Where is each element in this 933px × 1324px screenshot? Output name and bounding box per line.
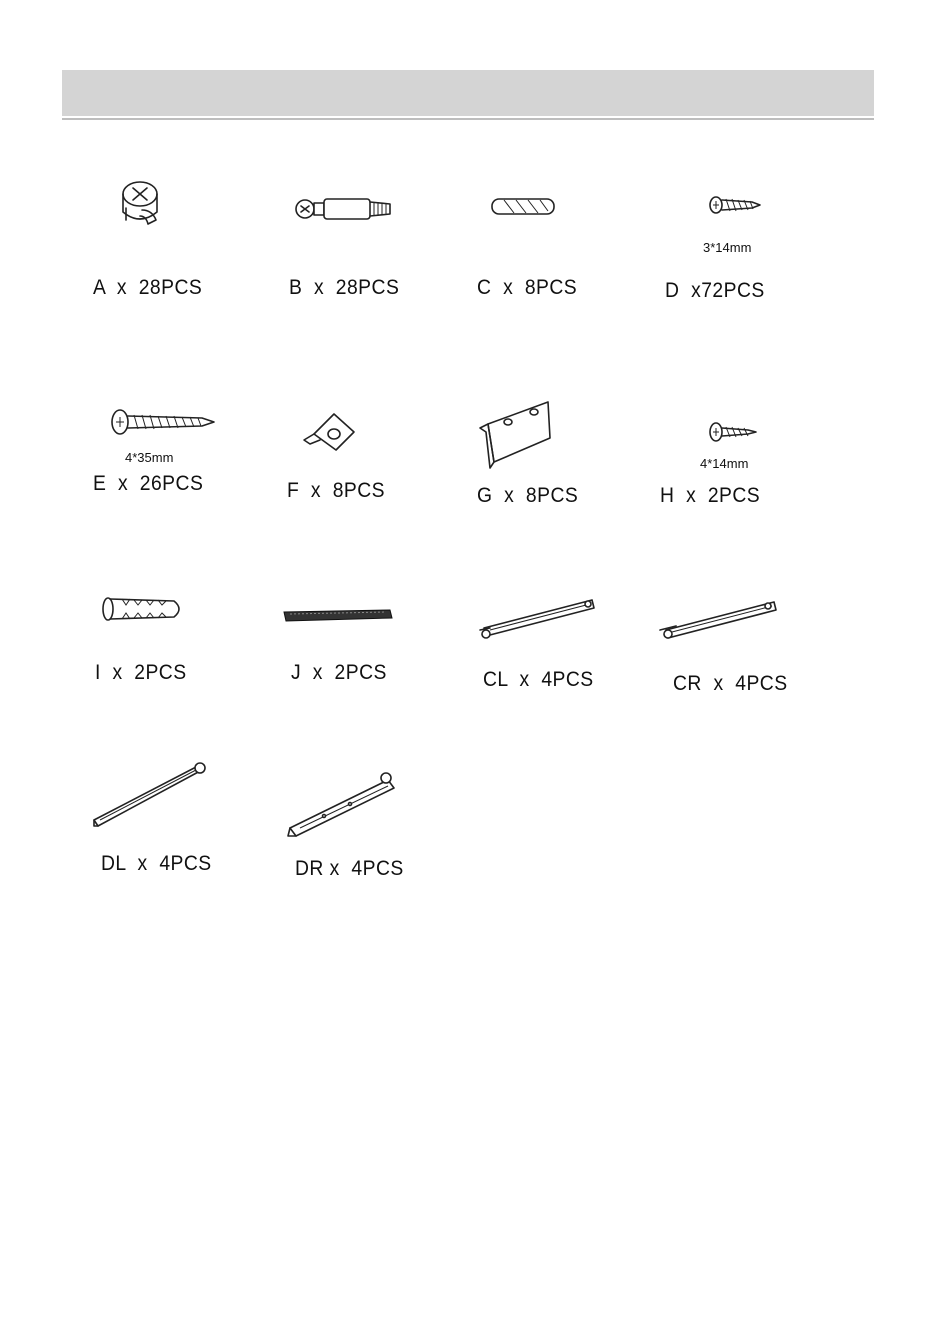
section-header-bar — [62, 70, 874, 116]
part-d-label: D x72PCS — [665, 279, 765, 302]
angle-bracket-icon — [476, 398, 556, 470]
header-divider — [62, 118, 874, 120]
drawer-slide-left-icon — [476, 596, 600, 644]
part-dr-label: DR x 4PCS — [295, 857, 404, 880]
cam-bolt-icon — [294, 194, 394, 224]
wall-anchor-icon — [100, 594, 188, 624]
part-f-label: F x 8PCS — [287, 479, 386, 502]
short-screw-icon — [708, 194, 764, 216]
cabinet-rail-right-icon — [284, 770, 400, 840]
cam-lock-icon — [112, 180, 172, 232]
part-h-label: H x 2PCS — [660, 484, 761, 507]
screw-icon — [708, 420, 760, 444]
part-cr-label: CR x 4PCS — [673, 672, 788, 695]
part-c-label: C x 8PCS — [477, 276, 578, 299]
part-j-label: J x 2PCS — [291, 661, 387, 684]
part-d-size: 3*14mm — [703, 240, 752, 255]
corner-block-icon — [300, 410, 360, 452]
cabinet-rail-left-icon — [90, 762, 212, 830]
part-cl-label: CL x 4PCS — [483, 668, 594, 691]
drawer-slide-right-icon — [658, 598, 782, 646]
part-g-label: G x 8PCS — [477, 484, 579, 507]
part-e-size: 4*35mm — [125, 450, 174, 465]
wood-dowel-icon — [490, 196, 560, 218]
felt-strip-icon — [282, 608, 394, 624]
part-b-label: B x 28PCS — [289, 276, 400, 299]
part-e-label: E x 26PCS — [93, 472, 204, 495]
part-dl-label: DL x 4PCS — [101, 852, 212, 875]
part-i-label: I x 2PCS — [95, 661, 187, 684]
part-a-label: A x 28PCS — [93, 276, 203, 299]
part-h-size: 4*14mm — [700, 456, 749, 471]
long-screw-icon — [110, 408, 216, 436]
